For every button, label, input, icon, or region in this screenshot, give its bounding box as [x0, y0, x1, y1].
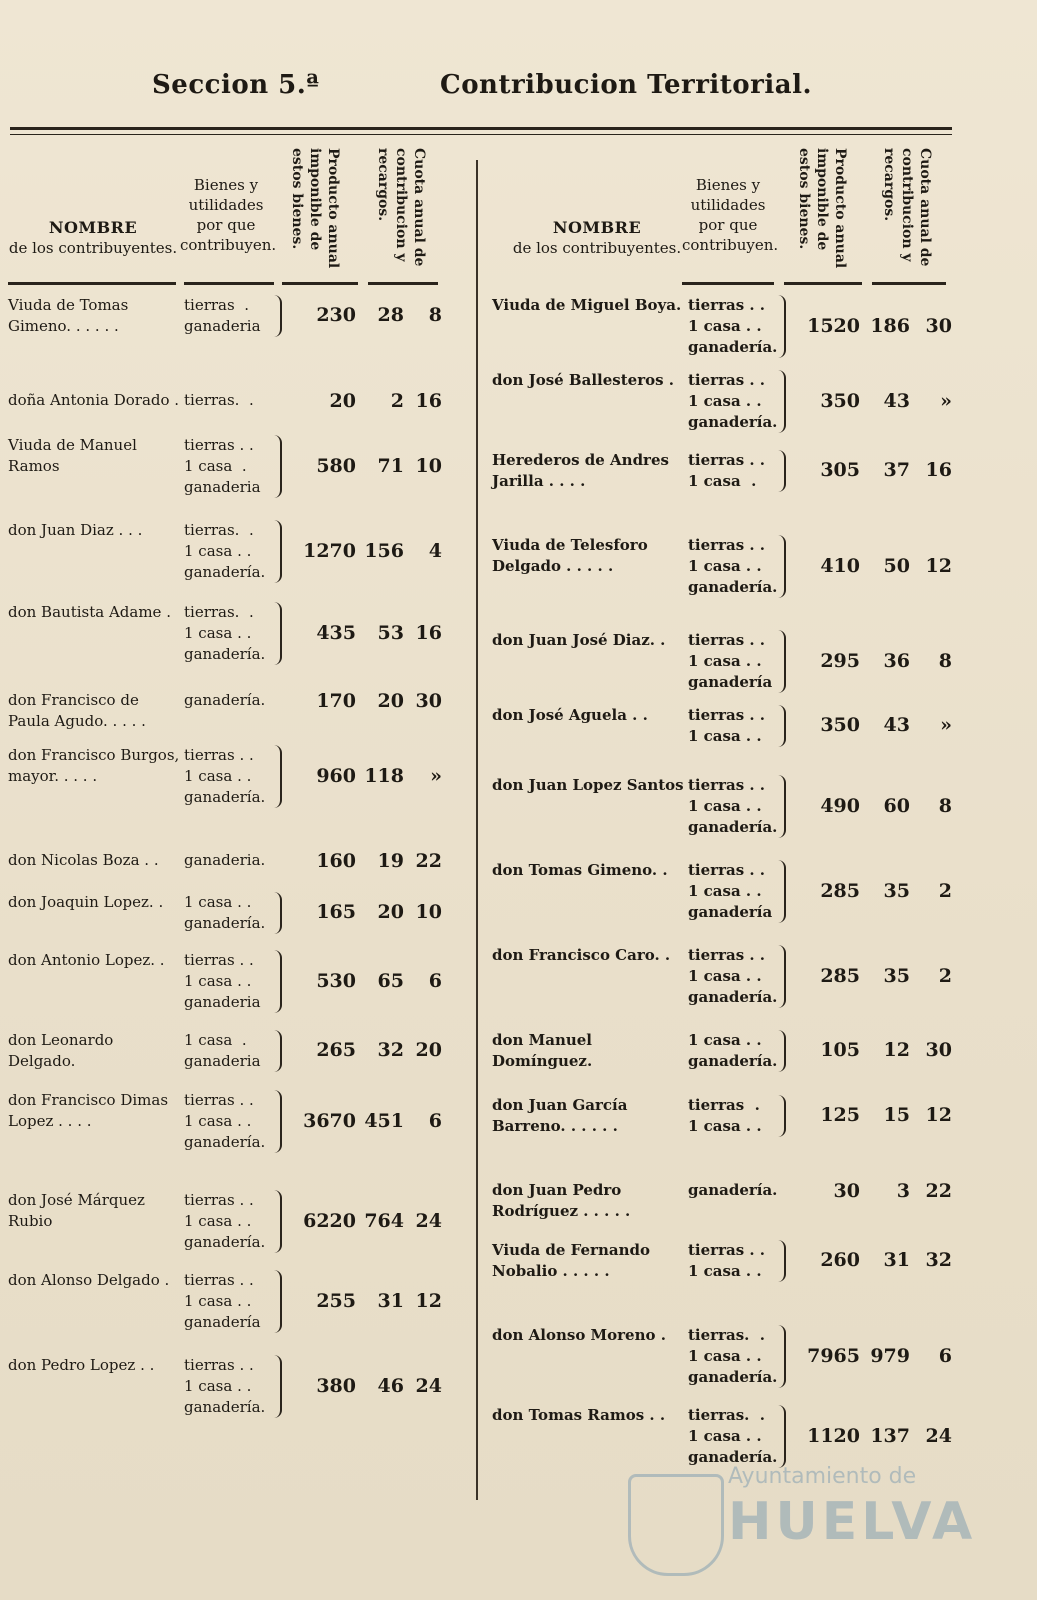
brace-icon — [776, 945, 786, 1008]
table-row — [8, 520, 448, 590]
cuota-reales: 28 — [377, 304, 404, 326]
goods-list: tierras . . 1 casa . . ganadería — [184, 1271, 261, 1331]
producto-value: 285 — [820, 879, 860, 902]
contributor-name: don Antonio Lopez. . — [8, 951, 165, 969]
cuota-reales: 31 — [883, 1249, 910, 1271]
producto-value: 1270 — [303, 539, 356, 562]
table-row — [492, 450, 962, 505]
contributor-name: Viuda de Manuel Ramos — [8, 436, 137, 475]
cuota-maravedis: 12 — [925, 554, 952, 577]
contributor-name: don Tomas Gimeno. . — [492, 861, 668, 879]
contributor-name: don José Ballesteros . — [492, 371, 674, 389]
producto-value: 350 — [820, 714, 860, 736]
cuota-maravedis: 30 — [925, 314, 952, 337]
table-row — [8, 745, 448, 830]
goods-list: tierras. . 1 casa . . ganadería. — [688, 1406, 778, 1466]
cuota-maravedis: 8 — [938, 794, 952, 817]
goods-list: ganaderia. — [184, 851, 266, 869]
producto-value: 1520 — [807, 314, 860, 337]
contributor-name: don José Márquez Rubio — [8, 1191, 145, 1230]
producto-value: 230 — [316, 304, 356, 326]
goods-list: 1 casa . . ganadería. — [688, 1031, 778, 1070]
contributor-name: don Joaquin Lopez. . — [8, 893, 164, 911]
goods-list: 1 casa . ganaderia — [184, 1031, 261, 1070]
header-bienes: Bienes y utilidades por que contribuyen. — [682, 176, 779, 254]
cuota-maravedis: 16 — [415, 390, 442, 412]
producto-value: 350 — [820, 389, 860, 412]
producto-value: 960 — [316, 764, 356, 787]
cuota-maravedis: 10 — [415, 901, 442, 923]
producto-value: 170 — [316, 690, 356, 712]
header-rule-thin — [10, 134, 952, 135]
brace-icon — [272, 1090, 282, 1153]
table-row — [492, 945, 962, 1010]
cuota-reales: 764 — [364, 1209, 404, 1232]
cuota-reales: 43 — [883, 714, 910, 736]
table-row — [8, 690, 448, 735]
goods-list: tierras . . 1 casa . . — [688, 706, 766, 745]
table-row — [492, 1030, 962, 1075]
table-header — [8, 140, 448, 290]
contributor-name: don Manuel Domínguez. — [492, 1031, 593, 1070]
producto-value: 260 — [820, 1249, 860, 1271]
table-row — [492, 370, 962, 435]
brace-icon — [776, 450, 786, 492]
brace-icon — [272, 1030, 282, 1072]
cuota-maravedis: 12 — [415, 1289, 442, 1312]
cuota-reales: 186 — [870, 314, 910, 337]
cuota-reales: 36 — [883, 649, 910, 672]
contributor-name: don Tomas Ramos . . — [492, 1406, 666, 1424]
header-producto: Producto anual imponible de estos bienes. — [796, 148, 848, 269]
brace-icon — [272, 745, 282, 808]
cuota-reales: 37 — [883, 459, 910, 481]
column-divider — [476, 160, 478, 1500]
cuota-maravedis: 22 — [925, 1180, 952, 1202]
goods-list: ganadería. — [184, 691, 266, 709]
cuota-maravedis: 32 — [925, 1249, 952, 1271]
header-cuota: Cuota anual de contribucion y recargos. — [375, 148, 427, 267]
brace-icon — [272, 892, 282, 934]
cuota-maravedis: 2 — [938, 879, 952, 902]
header-underline — [784, 282, 862, 285]
goods-list: tierras . . 1 casa . . ganadería. — [184, 1191, 266, 1251]
cuota-maravedis: » — [940, 714, 952, 736]
table-row — [8, 1030, 448, 1080]
table-row — [8, 892, 448, 937]
header-bienes: Bienes y utilidades por que contribuyen. — [180, 176, 277, 254]
cuota-reales: 71 — [377, 454, 404, 477]
cuota-maravedis: 12 — [925, 1104, 952, 1126]
cuota-reales: 35 — [883, 879, 910, 902]
brace-icon — [272, 602, 282, 665]
brace-icon — [272, 435, 282, 498]
cuota-reales: 46 — [377, 1374, 404, 1397]
cuota-maravedis: 16 — [925, 459, 952, 481]
contributor-name: Viuda de Fernando Nobalio . . . . . — [492, 1241, 650, 1280]
goods-list: tierras . . 1 casa . . ganadería — [688, 631, 773, 691]
goods-list: tierras . . 1 casa . . ganadería. — [184, 1091, 266, 1151]
table-row — [492, 1095, 962, 1160]
producto-value: 380 — [316, 1374, 356, 1397]
table-row — [492, 705, 962, 750]
contributor-name: don Alonso Delgado . — [8, 1271, 170, 1289]
table-row — [8, 1270, 448, 1340]
cuota-maravedis: 6 — [938, 1344, 952, 1367]
table-row — [8, 295, 448, 365]
goods-list: tierras . ganaderia — [184, 296, 261, 335]
contributor-name: doña Antonia Dorado . — [8, 391, 180, 409]
contributor-name: don Francisco de Paula Agudo. . . . . — [8, 691, 146, 730]
cuota-reales: 65 — [377, 969, 404, 992]
contributor-name: don Bautista Adame . — [8, 603, 171, 621]
cuota-maravedis: 2 — [938, 964, 952, 987]
table-row — [492, 1325, 962, 1390]
goods-list: tierras . . 1 casa . . ganadería — [688, 861, 773, 921]
cuota-reales: 451 — [364, 1109, 404, 1132]
contributor-name: don Juan Diaz . . . — [8, 521, 143, 539]
cuota-reales: 43 — [883, 389, 910, 412]
cuota-reales: 979 — [870, 1344, 910, 1367]
producto-value: 255 — [316, 1289, 356, 1312]
table-row — [492, 775, 962, 840]
cuota-maravedis: 24 — [415, 1209, 442, 1232]
goods-list: tierras . . 1 casa . ganaderia — [184, 436, 261, 496]
brace-icon — [776, 1095, 786, 1137]
table-row — [8, 1355, 448, 1430]
producto-value: 3670 — [303, 1109, 356, 1132]
contributor-name: Herederos de Andres Jarilla . . . . — [492, 451, 669, 490]
table-row — [8, 602, 448, 672]
producto-value: 580 — [316, 454, 356, 477]
stamp-big-text: HUELVA — [728, 1492, 977, 1552]
contributor-name: don Francisco Burgos, mayor. . . . . — [8, 746, 180, 785]
contributor-name: Viuda de Telesforo Delgado . . . . . — [492, 536, 648, 575]
goods-list: tierras . . 1 casa . . — [688, 1241, 766, 1280]
producto-value: 20 — [329, 390, 356, 412]
header-cuota: Cuota anual de contribucion y recargos. — [881, 148, 933, 267]
contributor-name: don José Aguela . . — [492, 706, 648, 724]
table-row — [492, 295, 962, 360]
stamp-small-text: Ayuntamiento de — [728, 1464, 917, 1489]
table-row — [8, 390, 448, 425]
left-table — [8, 140, 448, 1515]
table-row — [492, 1180, 962, 1220]
table-row — [8, 1090, 448, 1175]
brace-icon — [272, 520, 282, 583]
contributor-name: don Alonso Moreno . — [492, 1326, 666, 1344]
cuota-reales: 137 — [870, 1424, 910, 1447]
goods-list: ganadería. — [688, 1181, 778, 1199]
cuota-maravedis: 24 — [925, 1424, 952, 1447]
cuota-reales: 31 — [377, 1289, 404, 1312]
cuota-maravedis: 6 — [428, 969, 442, 992]
table-row — [492, 630, 962, 695]
producto-value: 7965 — [807, 1344, 860, 1367]
brace-icon — [272, 1355, 282, 1418]
table-row — [8, 950, 448, 1015]
cuota-reales: 15 — [883, 1104, 910, 1126]
table-row — [8, 435, 448, 505]
brace-icon — [272, 295, 282, 337]
producto-value: 125 — [820, 1104, 860, 1126]
goods-list: tierras. . — [184, 391, 254, 409]
goods-list: tierras. . 1 casa . . ganadería. — [184, 521, 266, 581]
cuota-reales: 3 — [896, 1180, 910, 1202]
brace-icon — [272, 1190, 282, 1253]
producto-value: 435 — [316, 621, 356, 644]
brace-icon — [272, 1270, 282, 1333]
table-row — [492, 535, 962, 615]
cuota-maravedis: 4 — [428, 539, 442, 562]
contributor-name: don Juan José Diaz. . — [492, 631, 666, 649]
cuota-reales: 35 — [883, 964, 910, 987]
cuota-maravedis: 24 — [415, 1374, 442, 1397]
contributor-name: Viuda de Tomas Gimeno. . . . . . — [8, 296, 129, 335]
cuota-maravedis: 10 — [415, 454, 442, 477]
producto-value: 295 — [820, 649, 860, 672]
producto-value: 105 — [820, 1039, 860, 1061]
cuota-maravedis: » — [940, 389, 952, 412]
goods-list: 1 casa . . ganadería. — [184, 893, 266, 932]
brace-icon — [776, 370, 786, 433]
cuota-reales: 50 — [883, 554, 910, 577]
brace-icon — [776, 1030, 786, 1072]
contributor-name: don Pedro Lopez . . — [8, 1356, 155, 1374]
cuota-reales: 2 — [390, 390, 404, 412]
brace-icon — [776, 1325, 786, 1388]
table-header — [492, 140, 962, 290]
goods-list: tierras . . 1 casa . . ganadería. — [688, 536, 778, 596]
producto-value: 410 — [820, 554, 860, 577]
goods-list: tierras . . 1 casa . . ganadería. — [688, 776, 778, 836]
brace-icon — [776, 705, 786, 747]
contributor-name: don Juan Pedro Rodríguez . . . . . — [492, 1181, 631, 1220]
cuota-maravedis: 16 — [415, 621, 442, 644]
producto-value: 30 — [833, 1180, 860, 1202]
producto-value: 305 — [820, 459, 860, 481]
brace-icon — [776, 295, 786, 358]
contributor-name: Viuda de Miguel Boya. — [492, 296, 682, 314]
goods-list: tierras . . 1 casa . — [688, 451, 766, 490]
brace-icon — [776, 775, 786, 838]
contributor-name: don Francisco Caro. . — [492, 946, 671, 964]
contributor-name: don Leonardo Delgado. — [8, 1031, 114, 1070]
goods-list: tierras . . 1 casa . . ganadería. — [688, 296, 778, 356]
cuota-maravedis: 8 — [428, 304, 442, 326]
cuota-reales: 118 — [364, 764, 404, 787]
header-underline — [682, 282, 774, 285]
producto-value: 285 — [820, 964, 860, 987]
producto-value: 160 — [316, 850, 356, 872]
contributor-name: don Juan García Barreno. . . . . . — [492, 1096, 628, 1135]
producto-value: 6220 — [303, 1209, 356, 1232]
goods-list: tierras. . 1 casa . . ganadería. — [688, 1326, 778, 1386]
header-producto: Producto anual imponible de estos bienes. — [289, 148, 341, 269]
cuota-maravedis: 8 — [938, 649, 952, 672]
cuota-reales: 32 — [377, 1039, 404, 1061]
cuota-reales: 12 — [883, 1039, 910, 1061]
contributor-name: don Juan Lopez Santos — [492, 776, 684, 794]
cuota-maravedis: 6 — [428, 1109, 442, 1132]
cuota-reales: 53 — [377, 621, 404, 644]
brace-icon — [776, 1240, 786, 1282]
header-underline — [872, 282, 946, 285]
table-row — [8, 1190, 448, 1265]
cuota-maravedis: 20 — [415, 1039, 442, 1061]
shield-icon — [628, 1474, 724, 1576]
table-row — [492, 1240, 962, 1300]
goods-list: tierras. . 1 casa . . ganadería. — [184, 603, 266, 663]
goods-list: tierras . . 1 casa . . ganadería. — [184, 746, 266, 806]
goods-list: tierras . . 1 casa . . ganadería. — [688, 946, 778, 1006]
producto-value: 165 — [316, 901, 356, 923]
cuota-reales: 20 — [377, 690, 404, 712]
header-underline — [282, 282, 358, 285]
header-nombre: NOMBRE de los contribuyentes. — [512, 218, 682, 257]
cuota-reales: 19 — [377, 850, 404, 872]
section-title: Seccion 5.ª — [152, 70, 320, 100]
table-row — [8, 850, 448, 880]
page-title: Contribucion Territorial. — [440, 70, 812, 100]
brace-icon — [776, 860, 786, 923]
right-table — [492, 140, 962, 1515]
table-row — [492, 860, 962, 925]
contributor-name: don Francisco Dimas Lopez . . . . — [8, 1091, 169, 1130]
cuota-maravedis: 30 — [415, 690, 442, 712]
header-underline — [368, 282, 438, 285]
producto-value: 530 — [316, 969, 356, 992]
cuota-maravedis: 22 — [415, 850, 442, 872]
watermark-stamp — [628, 1460, 977, 1580]
goods-list: tierras . 1 casa . . — [688, 1096, 762, 1135]
header-underline — [184, 282, 274, 285]
producto-value: 490 — [820, 794, 860, 817]
cuota-reales: 20 — [377, 901, 404, 923]
contributor-name: don Nicolas Boza . . — [8, 851, 159, 869]
goods-list: tierras . . 1 casa . . ganadería. — [688, 371, 778, 431]
brace-icon — [776, 630, 786, 693]
header-underline — [8, 282, 176, 285]
goods-list: tierras . . 1 casa . . ganaderia — [184, 951, 261, 1011]
cuota-maravedis: 30 — [925, 1039, 952, 1061]
brace-icon — [272, 950, 282, 1013]
header-rule — [10, 127, 952, 130]
brace-icon — [776, 1405, 786, 1468]
cuota-reales: 60 — [883, 794, 910, 817]
brace-icon — [776, 535, 786, 598]
producto-value: 265 — [316, 1039, 356, 1061]
goods-list: tierras . . 1 casa . . ganadería. — [184, 1356, 266, 1416]
cuota-maravedis: » — [430, 764, 442, 787]
header-nombre: NOMBRE de los contribuyentes. — [8, 218, 178, 257]
cuota-reales: 156 — [364, 539, 404, 562]
producto-value: 1120 — [807, 1424, 860, 1447]
